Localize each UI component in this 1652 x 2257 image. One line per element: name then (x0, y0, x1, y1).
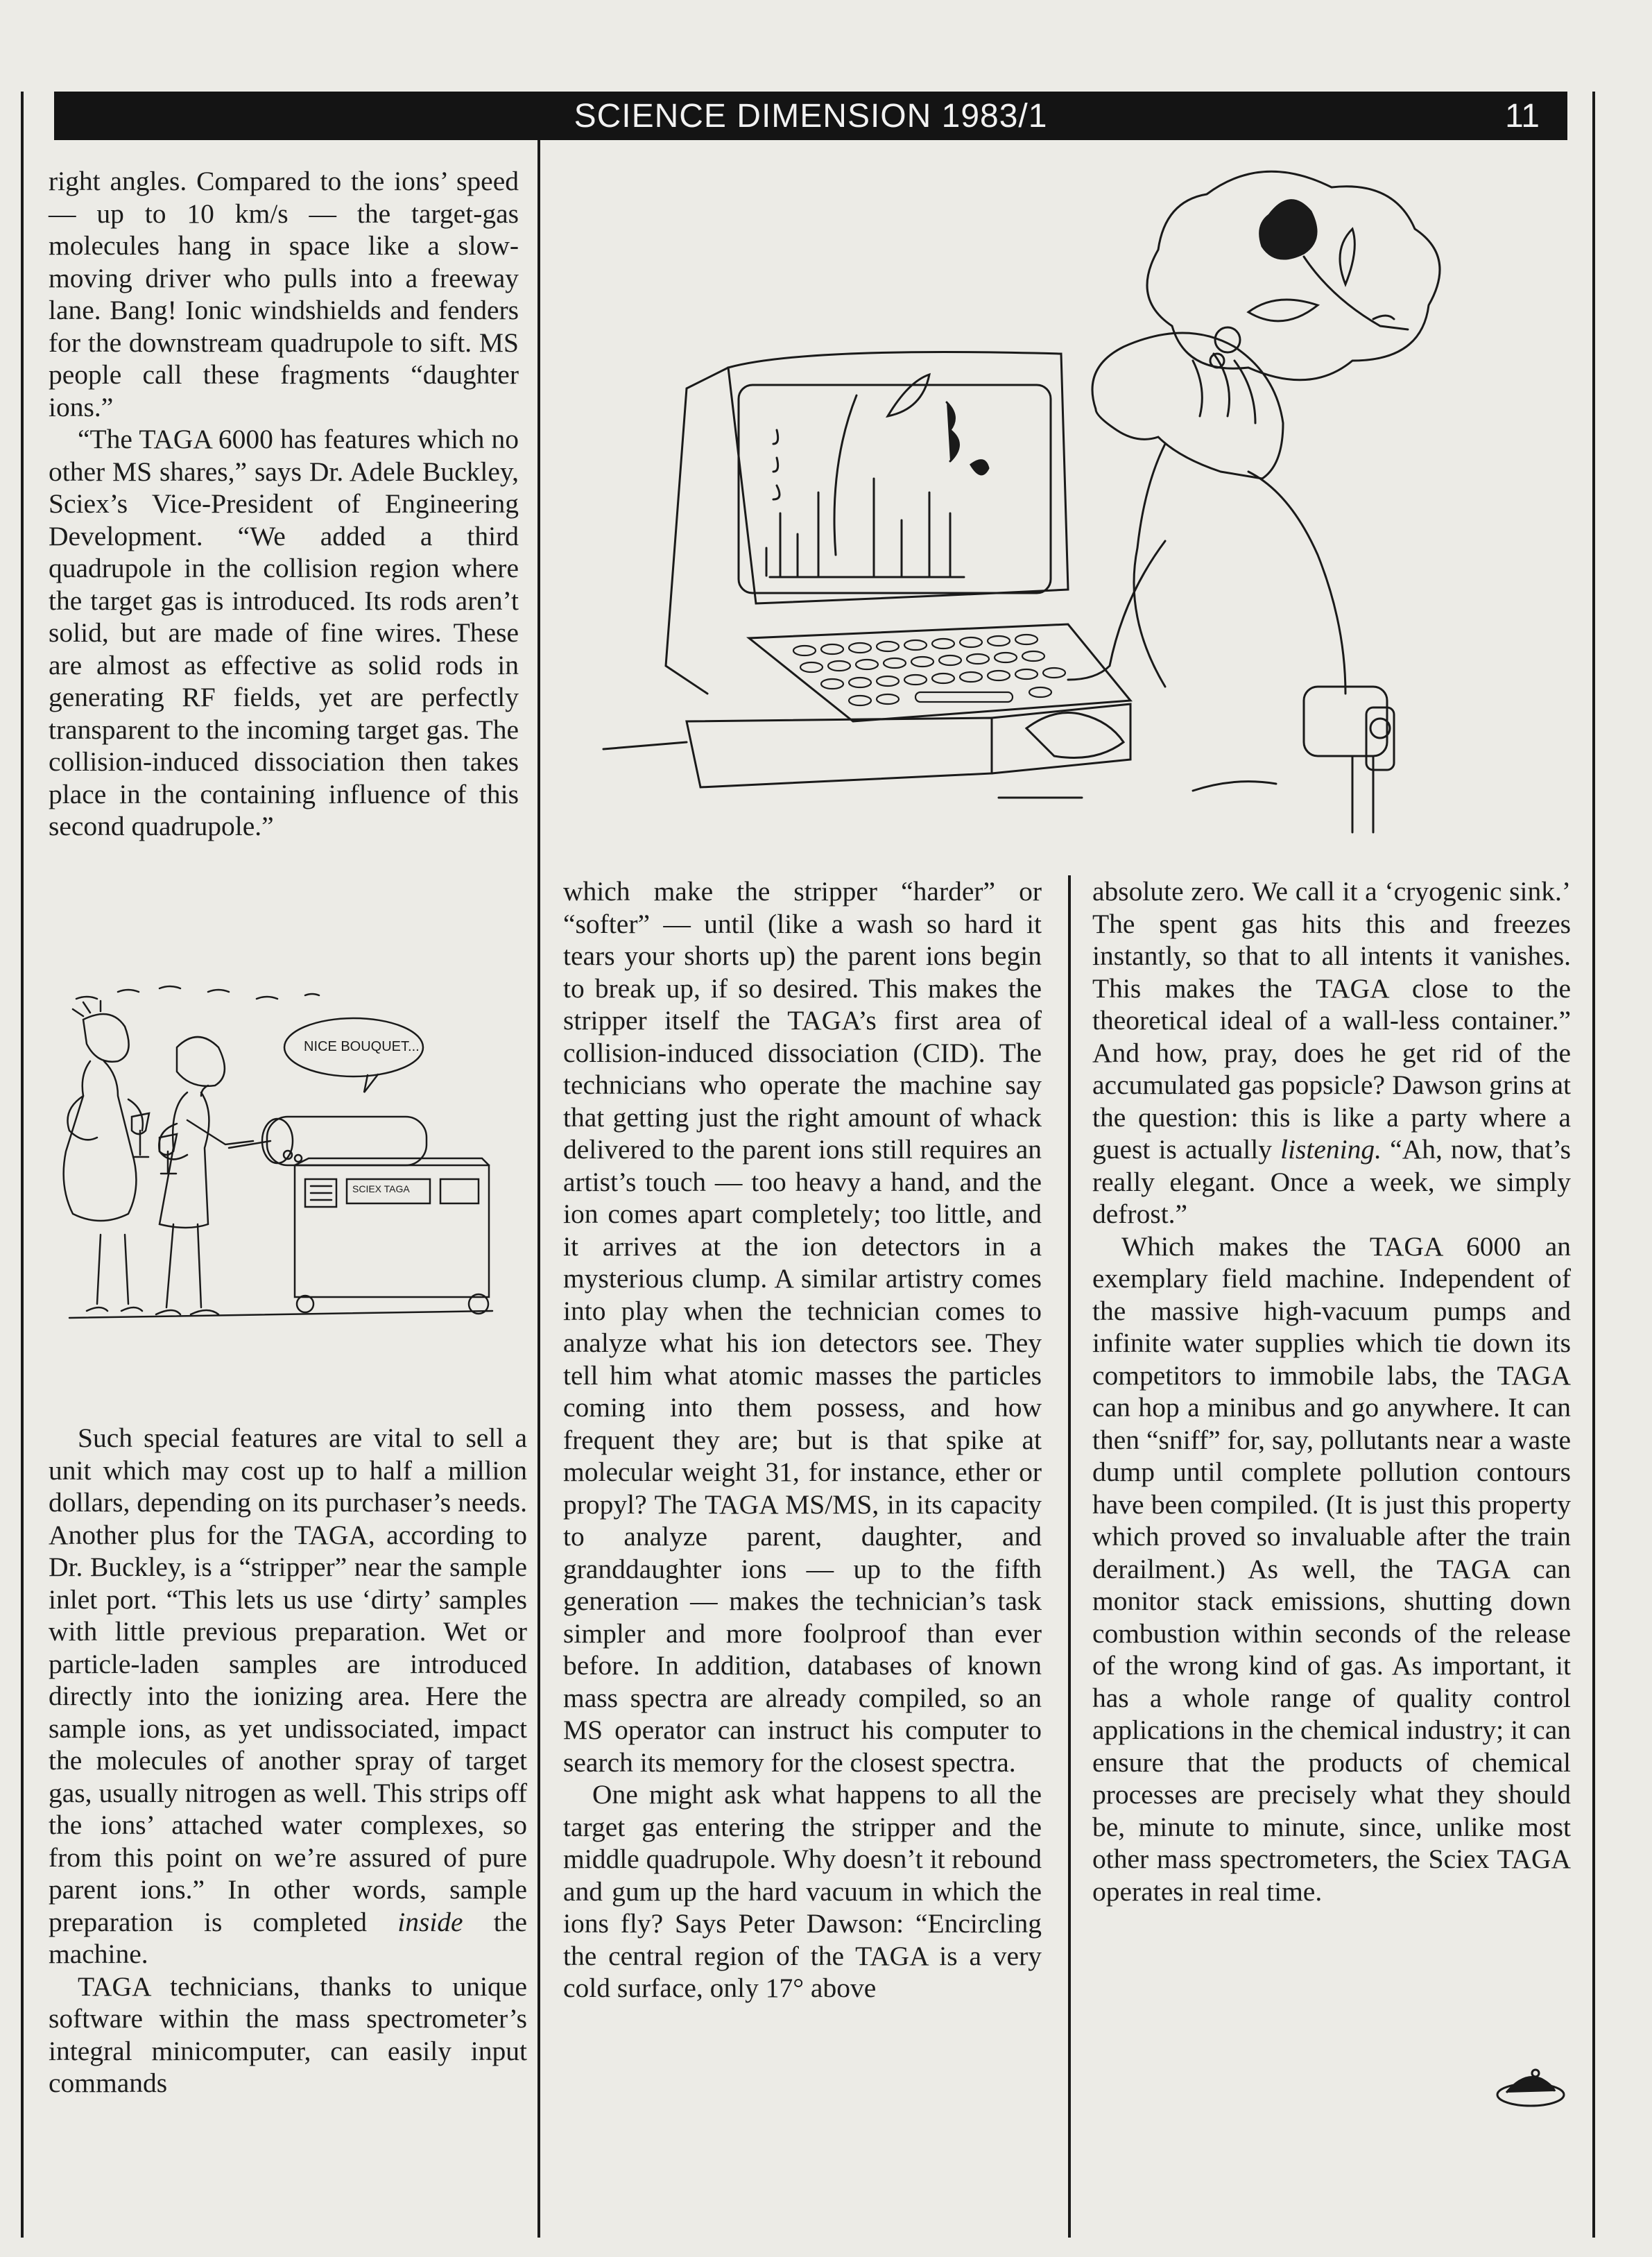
column-2 (563, 875, 1042, 2005)
machine-label: SCIEX TAGA (352, 1183, 410, 1194)
paragraph: TAGA technicians, thanks to unique software within the mass spectrometer’s integral minicomputer, can easily input commands (49, 1971, 527, 2098)
left-border-rule (21, 92, 24, 2238)
computer-cartoon (569, 153, 1540, 846)
party-cartoon (42, 971, 527, 1346)
paragraph: which make the stripper “harder” or “softer” — until (like a wash so hard it tears your shorts up) the parent ions begin to break up, if so desired. This makes the stripper itself the TAGA’s first area of collision-induced dissociation (CID). The technicians who operate the machine say that getting just the right amount of whack delivered to the parent ions still requires an artist’s touch — too heavy a hand, and the ion comes apart completely; too little, and it arrives at the ion detectors in a mysterious clump. A similar artistry comes into play when the technician comes to analyze what his ion detectors see. They tell him what atomic masses the particles coming into them possess, and how frequent they are; but is that spike at molecular weight 31, for instance, ether or propyl? The TAGA MS/MS, in its capacity to analyze parent, daughter, and granddaughter ions — up to the fifth generation — makes the technician’s task simpler and more foolproof than ever before. In addition, databases of known mass spectra are already compiled, so an MS operator can instruct his computer to search its memory for the closest spectra. (563, 876, 1042, 1778)
column-1-bottom (49, 1422, 527, 2100)
paragraph: “The TAGA 6000 has features which no other MS shares,” says Dr. Adele Buckley, Sciex’s Vice-President of Engineering Development. “We added a third quadrupole in the collision region where the target gas is introduced. Its rods aren’t solid, but are made of fine wires. These are almost as effective as solid rods in generating RF fields, yet are perfectly transparent to the incoming target gas. The collision-induced dissociation then takes place in the containing influence of this second quadrupole.” (49, 424, 519, 841)
column-rule-2 (1068, 875, 1071, 2238)
column-rule-1 (537, 140, 540, 2238)
speech-bubble-text: NICE BOUQUET... (304, 1039, 420, 1054)
running-header (54, 92, 1567, 140)
paragraph: One might ask what happens to all the target gas entering the stripper and the middle quadrupole. Why doesn’t it rebound and gum up the hard vacuum in which the ions fly? Says Peter Dawson: “Encircling the central region of the TAGA is a very cold surface, only 17° above (563, 1779, 1042, 2003)
paragraph: absolute zero. We call it a ‘cryogenic sink.’ The spent gas hits this and freezes instantly, so that to all intents it vanishes. This makes the TAGA close to the theoretical ideal of a wall-less container.” And how, pray, does he get rid of the accumulated gas popsicle? Dawson grins at the question: this is like a party where a guest is actually listening. “Ah, now, that’s really elegant. Once a week, we simply defrost.” (1092, 876, 1572, 1229)
paragraph: right angles. Compared to the ions’ speed — up to 10 km/s — the target-gas molecules hang in space like a slow-moving driver who pulls into a freeway lane. Bang! Ionic windshields and fenders for the downstream quadrupole to sift. MS people call these fragments “daughter ions.” (49, 166, 519, 422)
page-number: 11 (1505, 98, 1540, 135)
paragraph: Which makes the TAGA 6000 an exemplary field machine. Independent of the massive high-vacuum pumps and infinite water supplies which tie down its competitors to immobile labs, the TAGA can hop a minibus and go anywhere. It can then “sniff” for, say, pollutants near a waste dump until complete pollution contours have been compiled. (It is just this property which proved so invaluable after the train derailment.) As well, the TAGA can monitor stack emissions, shutting down combustion within seconds of the release of the wrong kind of gas. As important, it has a whole range of quality control applications in the chemical industry; it can ensure that the products of chemical processes are precisely what they should be, minute to minute, since, unlike most other mass spectrometers, the Sciex TAGA operates in real time. (1092, 1230, 1571, 1907)
column-3 (1092, 875, 1571, 1907)
emphasis: listening. (1280, 1134, 1382, 1165)
end-mark-icon (1492, 2063, 1569, 2112)
magazine-title: SCIENCE DIMENSION 1983/1 (574, 98, 1048, 135)
column-1-top (49, 165, 519, 843)
emphasis: inside (397, 1906, 463, 1937)
paragraph: Such special features are vital to sell a unit which may cost up to half a million dollars, depending on its purchaser’s needs. Another plus for the TAGA, according to Dr. Buckley, is a “stripper” near the sample inlet port. “This lets us use ‘dirty’ samples with little previous preparation. Wet or particle-laden samples are introduced directly into the ionizing area. Here the sample ions, as yet undissociated, impact the molecules of another spray of target gas, usually nitrogen as well. This strips off the ions’ attached water complexes, so from this point on we’re assured of pure parent ions.” In other words, sample preparation is completed inside the machine. (49, 1423, 528, 1969)
right-border-rule (1592, 92, 1595, 2238)
